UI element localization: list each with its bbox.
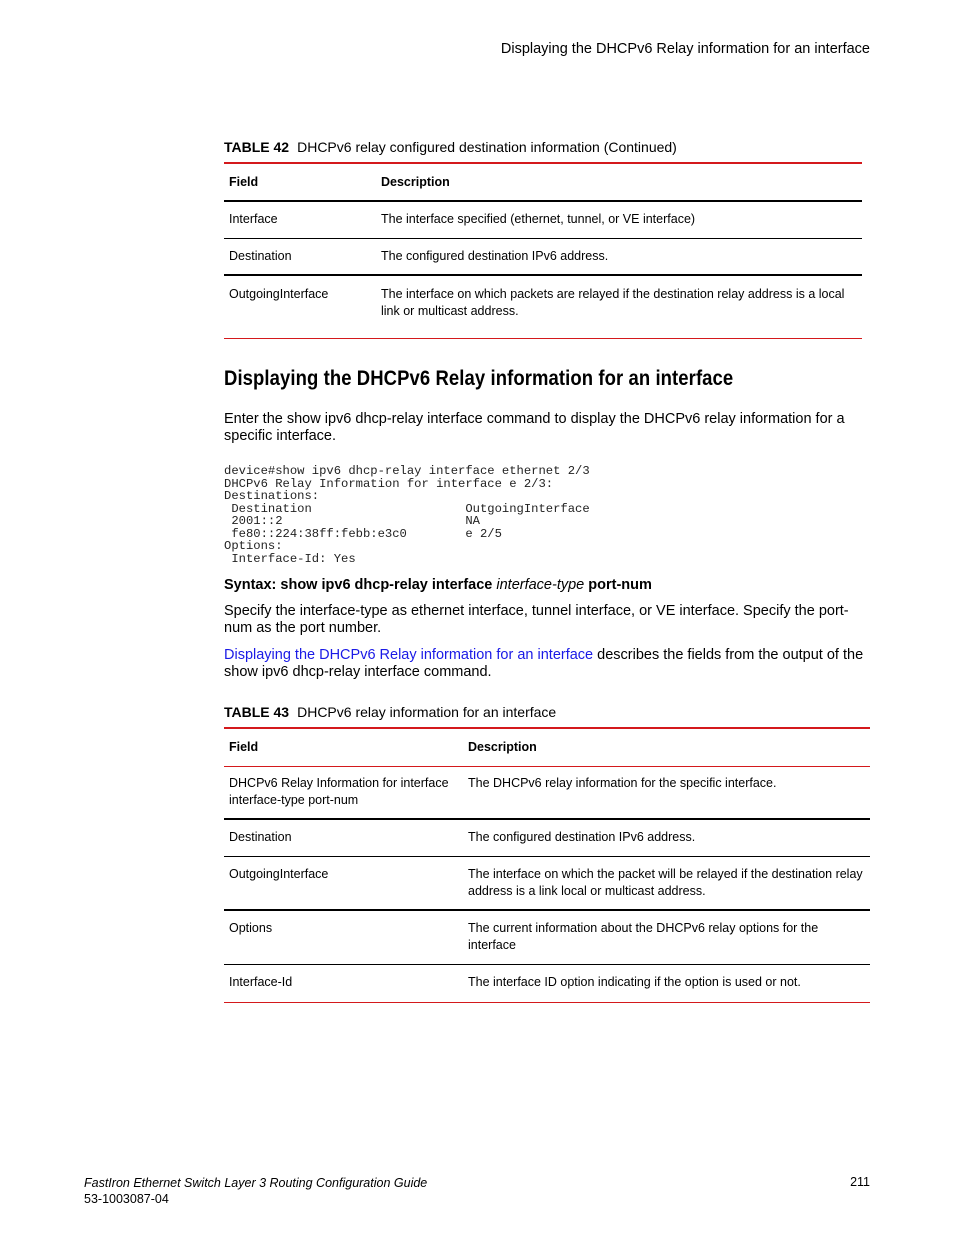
description-cell: The interface ID option indicating if the option is used or not.: [468, 974, 801, 989]
table-row: [224, 910, 870, 964]
description-cell: The interface on which packets are relayed if the destination relay address is a local link or multicast address.: [381, 287, 845, 318]
description-cell: The current information about the DHCPv6 relay options for the interface: [468, 921, 819, 952]
table-row: [224, 766, 870, 819]
description-cell: The DHCPv6 relay information for the specific interface.: [468, 775, 777, 790]
table-header-row: [224, 163, 862, 201]
footer: [84, 1175, 427, 1207]
field-cell: DHCPv6 Relay Information for interface interface-type port-num: [229, 775, 449, 807]
table-43: [224, 727, 870, 1003]
table-43-number: TABLE 43: [224, 704, 290, 720]
reference-paragraph: [224, 647, 864, 681]
description-cell: The interface specified (ethernet, tunnel, or VE interface): [381, 212, 696, 226]
column-header-field: Field: [229, 175, 259, 189]
table-row: [224, 275, 862, 338]
intro-paragraph: Enter the show ipv6 dhcp-relay interface command to display the DHCPv6 relay information for a specific interface.: [224, 411, 845, 444]
section-heading: Displaying the DHCPv6 Relay information for an interface: [224, 366, 734, 390]
field-cell: OutgoingInterface: [229, 866, 329, 881]
field-cell: Interface-Id: [229, 974, 293, 989]
field-cell: OutgoingInterface: [229, 287, 329, 301]
cli-output-block: device#show ipv6 dhcp-relay interface ethernet 2/3 DHCPv6 Relay Information for interface e 2/3: Destinations: Destination OutgoingInterface 2001::2 NA fe80::224:38ff:febb:e3c0 e 2/5 Options: Interface-Id: Yes: [224, 464, 590, 566]
column-header-description: Description: [381, 175, 450, 189]
column-header-description: Description: [468, 740, 537, 754]
description-cell: The configured destination IPv6 address.: [381, 248, 609, 263]
table-43-caption: [224, 704, 556, 720]
column-header-field: Field: [229, 740, 259, 754]
table-42-number: TABLE 42: [224, 139, 290, 155]
specify-paragraph: Specify the interface-type as ethernet interface, tunnel interface, or VE interface. Specify the port-num as the port number.: [224, 603, 849, 636]
table-row: [224, 964, 870, 1002]
field-cell: Destination: [229, 830, 292, 844]
syntax-prefix: Syntax: show ipv6 dhcp-relay interface: [224, 577, 497, 593]
description-cell: The interface on which the packet will be relayed if the destination relay address is a link local or multicast address.: [468, 866, 863, 898]
footer-guide-title: FastIron Ethernet Switch Layer 3 Routing Configuration Guide: [84, 1176, 428, 1190]
table-42-caption: [224, 139, 677, 155]
syntax-line: [224, 577, 864, 594]
table-42: [224, 162, 862, 339]
field-cell: Interface: [229, 212, 278, 226]
page-number: 211: [850, 1175, 870, 1189]
syntax-param-port-num: port-num: [584, 577, 652, 593]
footer-doc-number: 53-1003087-04: [84, 1192, 169, 1206]
field-cell: Destination: [229, 248, 292, 263]
table-row: [224, 201, 862, 238]
running-header: Displaying the DHCPv6 Relay information for an interface: [500, 41, 870, 57]
description-cell: The configured destination IPv6 address.: [468, 830, 696, 844]
table-row: [224, 819, 870, 856]
section-cross-reference-link[interactable]: Displaying the DHCPv6 Relay information for an interface: [224, 647, 594, 663]
table-row: [224, 856, 870, 910]
table-header-row: [224, 728, 870, 766]
syntax-param-interface-type: interface-type: [496, 577, 585, 593]
reference-text: describes the fields from the output of the show ipv6 dhcp-relay interface command.: [224, 647, 864, 680]
table-43-title: DHCPv6 relay information for an interface: [297, 704, 557, 720]
table-row: [224, 238, 862, 275]
table-42-title: DHCPv6 relay configured destination information (Continued): [297, 139, 677, 155]
field-cell: Options: [229, 921, 273, 935]
